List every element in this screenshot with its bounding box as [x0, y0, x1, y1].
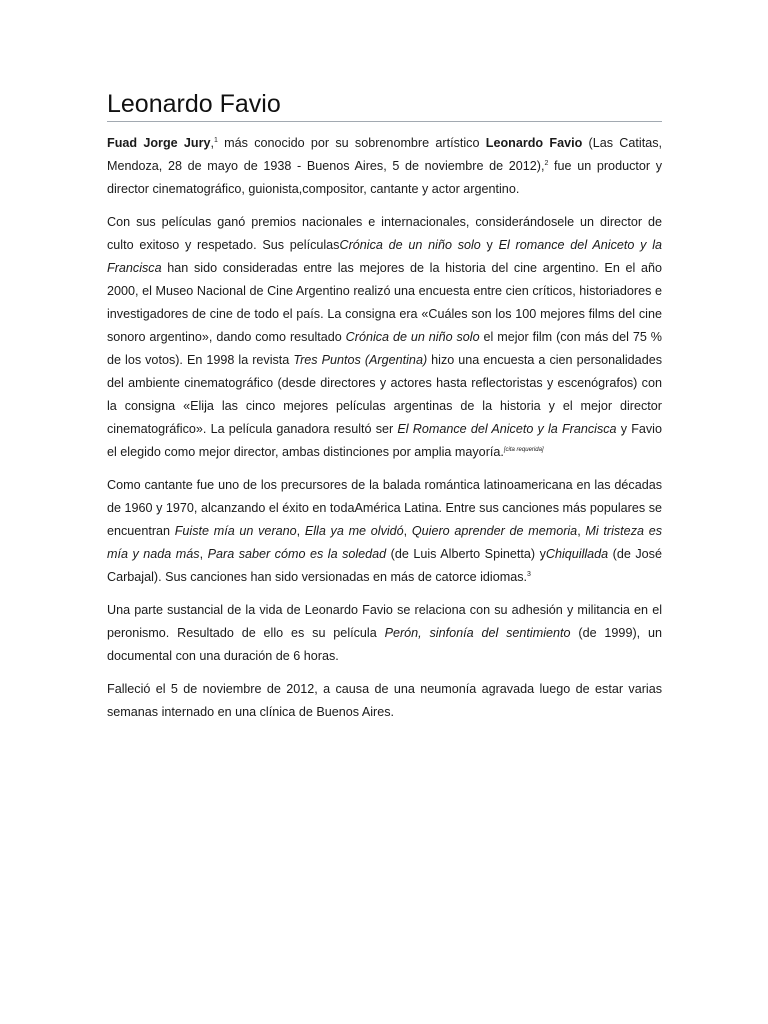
article [107, 88, 662, 734]
citation-needed[interactable]: [cita requerida] [503, 447, 544, 453]
reference-3[interactable]: 3 [527, 571, 531, 578]
paragraph-death: Falleció el 5 de noviembre de 2012, a causa de una neumonía agravada luego de estar varias semanas internado en una clínica de Buenos Aires. [107, 682, 662, 719]
reference-2[interactable]: 2 [544, 160, 549, 167]
paragraph-intro: Fuad Jorge Jury,$^1$ más conocido por su sobrenombre artístico Leonardo Favio (Las Catitas, Mendoza, 28 de mayo de 1938 - Buenos Aires, 5 de noviembre de 2012),$^2$ fue un productor y director cinematográfico, guionista,compositor, cantante y actor argentino. [107, 136, 663, 196]
paragraph-singer: Como cantante fue uno de los precursores de la balada romántica latinoamericana en las décadas de 1960 y 1970, alcanzando el éxito en todaAmérica Latina. Entre sus canciones más populares se encuentran Fuiste mía un verano, Ella ya me olvidó, Quiero aprender de memoria, Mi tristeza es mía y nada más, Para saber cómo es la soledad (de Luis Alberto Spinetta) yChiquillada (de José Carbajal). Sus canciones han sido versionadas en más de catorce idiomas.$^3$ [107, 478, 662, 584]
reference-1[interactable]: 1 [214, 137, 218, 144]
stage-name: Leonardo Favio [485, 136, 583, 150]
paragraph-films: Con sus películas ganó premios nacionales e internacionales, considerándosele un director de culto exitoso y respetado. Sus películasCrónica de un niño solo y El romance del Aniceto y la Francisca han sido consideradas entre las mejores de la historia del cine argentino. En el año 2000, el Museo Nacional de Cine Argentino realizó una encuesta entre cien críticos, historiadores e investigadores de cine de todo el país. La consigna era «Cuáles son los 100 mejores films del cine sonoro argentino», dando como resultado Crónica de un niño solo el mejor film (con más del 75 % de los votos). En 1998 la revista Tres Puntos (Argentina) hizo una encuesta a cien personalidades del ambiente cinematográfico (desde directores y actores hasta reflectoristas y escenógrafos) con la consigna «Elija las cinco mejores películas argentinas de la historia y el mejor director cinematográfico». La película ganadora resultó ser El Romance del Aniceto y la Francisca y Favio el elegido como mejor director, ambas distinciones por amplia mayoría.[cita requerida] [107, 215, 662, 459]
song-title: Para saber cómo es la soledad [207, 547, 387, 561]
paragraph-peronism: Una parte sustancial de la vida de Leonardo Favio se relaciona con su adhesión y militancia en el peronismo. Resultado de ello es su película Perón, sinfonía del sentimiento (de 1999), un documental con una duración de 6 horas. [107, 603, 662, 663]
film-title: Crónica de un niño solo [339, 238, 481, 252]
birth-name: Fuad Jorge Jury [107, 136, 211, 150]
song-title: Quiero aprender de memoria [411, 524, 578, 538]
page-title: Leonardo Favio [107, 88, 662, 122]
song-title: Chiquillada [545, 547, 609, 561]
song-title: Mi tristeza es mía y nada más [107, 524, 662, 561]
song-title: Fuiste mía un verano [174, 524, 297, 538]
film-title: El Romance del Aniceto y la Francisca [397, 422, 617, 436]
film-title: Crónica de un niño solo [345, 330, 480, 344]
film-title: Perón, sinfonía del sentimiento [384, 626, 571, 640]
magazine-title: Tres Puntos (Argentina) [293, 353, 428, 367]
film-title: El romance del Aniceto y la Francisca [107, 238, 662, 275]
song-title: Ella ya me olvidó [304, 524, 404, 538]
